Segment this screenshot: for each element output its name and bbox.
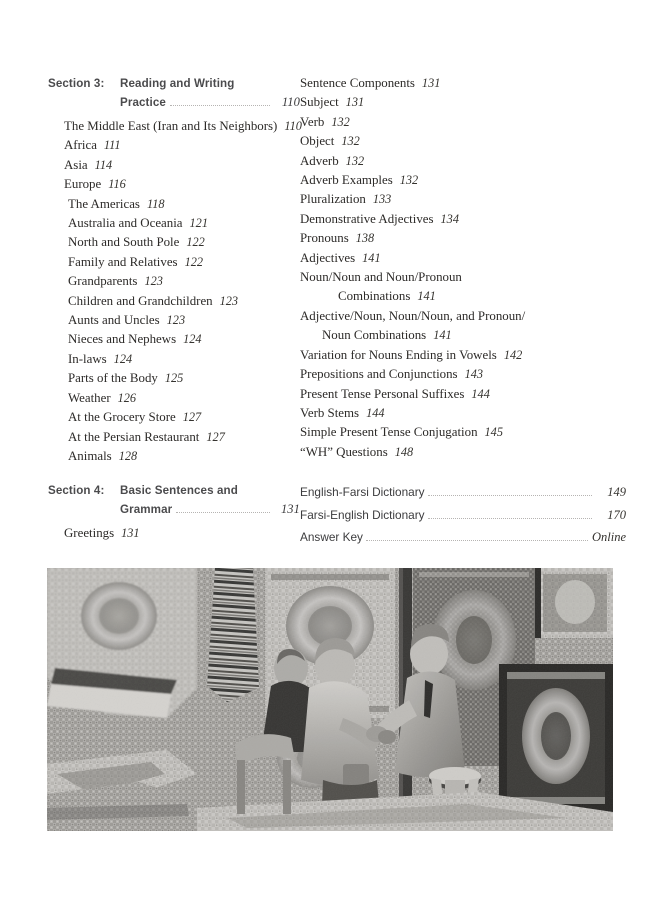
- toc-entry-title: Animals: [68, 448, 112, 463]
- toc-entry-title: At the Persian Restaurant: [68, 429, 200, 444]
- toc-entry[interactable]: [300, 307, 640, 326]
- section-4-page: 131: [280, 502, 300, 517]
- backmatter-label: Answer Key: [300, 530, 363, 545]
- toc-entry-page: 121: [189, 216, 208, 231]
- toc-entry[interactable]: [300, 249, 640, 268]
- toc-entry-title: Children and Grandchildren: [68, 293, 213, 308]
- toc-entry-title: Grandparents: [68, 274, 138, 289]
- toc-entry-page: 141: [362, 250, 381, 265]
- toc-entry-page: 114: [94, 157, 113, 172]
- toc-entry-page: 131: [345, 95, 365, 110]
- toc-entry-title: Prepositions and Conjunctions: [300, 367, 458, 382]
- toc-entry-title: Adjective/Noun, Noun/Noun, and Pronoun/: [300, 308, 526, 323]
- toc-entry-title: Weather: [68, 390, 111, 405]
- toc-entry-page: 127: [182, 410, 202, 425]
- toc-entry-title: Australia and Oceania: [68, 216, 183, 231]
- toc-entry-title: North and South Pole: [68, 235, 180, 250]
- toc-entry-page: 144: [366, 405, 385, 420]
- toc-entry-title: At the Grocery Store: [68, 410, 176, 425]
- backmatter-label: Farsi-English Dictionary: [300, 507, 425, 522]
- toc-entry[interactable]: [64, 156, 300, 175]
- toc-entry-title: In-laws: [68, 351, 107, 366]
- section-4-title-row: [120, 500, 300, 519]
- section-4-title-line2: Grammar: [120, 503, 173, 517]
- toc-entry-title: Europe: [64, 177, 102, 192]
- toc-entry-title: The Americas: [68, 196, 140, 211]
- toc-entry[interactable]: [64, 272, 300, 291]
- toc-entry-title: Africa: [64, 138, 97, 153]
- toc-entry-title: Demonstrative Adjectives: [300, 211, 434, 226]
- toc-entry-page: 123: [166, 313, 186, 328]
- toc-entry[interactable]: [300, 268, 640, 287]
- toc-entry-title: Sentence Components: [300, 76, 415, 90]
- toc-entry-page: 124: [183, 332, 202, 347]
- backmatter-page: Online: [591, 530, 626, 545]
- toc-entry-page: 118: [146, 196, 165, 211]
- toc-entry[interactable]: [64, 214, 300, 233]
- toc-entry-page: 132: [399, 173, 419, 188]
- toc-entry-title: Adverb Examples: [300, 173, 393, 188]
- toc-entry-title: Variation for Nouns Ending in Vowels: [300, 347, 497, 362]
- toc-entry-page: 132: [345, 153, 365, 168]
- toc-entry-page: 122: [186, 235, 205, 250]
- toc-entry-title: Adjectives: [300, 250, 356, 265]
- toc-entry-page: 132: [341, 134, 360, 149]
- toc-entry-title: Aunts and Uncles: [68, 313, 160, 328]
- toc-entry[interactable]: [300, 385, 640, 404]
- section-3-title-line2: Practice: [120, 96, 166, 109]
- toc-entry-page: 144: [471, 386, 490, 401]
- section-4-header-line2: [48, 500, 300, 519]
- toc-entry-page: 132: [331, 114, 350, 129]
- toc-entry-page: 143: [464, 367, 484, 382]
- toc-entry-page: 128: [118, 448, 138, 463]
- toc-entry[interactable]: [64, 253, 300, 272]
- toc-entry-title: Parts of the Body: [68, 371, 158, 386]
- toc-entry[interactable]: [64, 292, 300, 311]
- section-block-4: [48, 481, 300, 519]
- section-3-header-line2: [48, 93, 300, 112]
- dot-leader: [170, 104, 270, 106]
- toc-entry[interactable]: [300, 171, 640, 190]
- toc-entry-title: Family and Relatives: [68, 254, 178, 269]
- section-3-label: Section 3:: [48, 77, 105, 90]
- section-3-title-row: [120, 93, 300, 112]
- toc-entry-page: 123: [219, 293, 239, 308]
- toc-entry-title: Verb: [300, 114, 325, 129]
- toc-entry-page: 142: [503, 347, 523, 362]
- toc-entry-page: 138: [355, 231, 375, 246]
- toc-entry-page: 148: [394, 444, 414, 459]
- right-entry-list: [300, 74, 640, 462]
- backmatter-page: 149: [607, 485, 626, 500]
- toc-entry-page: 116: [108, 177, 126, 192]
- backmatter-page: 170: [607, 507, 626, 522]
- toc-columns: [0, 74, 660, 549]
- toc-entry[interactable]: [64, 117, 300, 136]
- section-4-entry-list: [48, 521, 300, 543]
- toc-entry[interactable]: [300, 210, 640, 229]
- toc-entry[interactable]: [64, 350, 300, 369]
- toc-entry-title: Noun/Noun and Noun/Pronoun: [300, 270, 462, 285]
- toc-entry-page: 124: [113, 351, 133, 366]
- toc-entry-page: 134: [440, 211, 459, 226]
- toc-entry[interactable]: [300, 74, 640, 93]
- section-4-header-line1: [48, 481, 300, 500]
- toc-entry-page: 131: [121, 526, 140, 541]
- toc-entry[interactable]: [300, 229, 640, 248]
- toc-entry[interactable]: [64, 524, 300, 543]
- section-4-title-line1: Basic Sentences and: [120, 484, 238, 498]
- dot-leader: [428, 494, 592, 496]
- toc-entry-page: 111: [103, 138, 121, 153]
- toc-entry[interactable]: [300, 190, 640, 209]
- toc-entry-title: Present Tense Personal Suffixes: [300, 386, 465, 401]
- toc-entry-page: 123: [144, 274, 163, 289]
- toc-entry[interactable]: [64, 330, 300, 349]
- toc-entry-continuation[interactable]: [300, 287, 640, 306]
- toc-entry-title: The Middle East (Iran and Its Neighbors): [64, 119, 278, 133]
- backmatter-row[interactable]: [300, 481, 626, 504]
- toc-entry-page: 131: [421, 76, 441, 90]
- toc-entry-title: Nieces and Nephews: [68, 332, 177, 347]
- toc-entry-title: Asia: [64, 157, 88, 172]
- toc-entry[interactable]: [300, 113, 640, 132]
- toc-entry-title: Pronouns: [300, 231, 349, 246]
- toc-entry[interactable]: [64, 408, 300, 427]
- toc-entry[interactable]: [64, 136, 300, 155]
- toc-entry[interactable]: [64, 428, 300, 447]
- section-3-page: 110: [281, 95, 300, 109]
- toc-entry-continuation[interactable]: [300, 326, 640, 345]
- toc-entry[interactable]: [300, 365, 640, 384]
- dot-leader: [366, 539, 588, 541]
- toc-entry[interactable]: [64, 195, 300, 214]
- toc-entry-page: 141: [433, 328, 452, 343]
- toc-entry[interactable]: [300, 152, 640, 171]
- toc-entry-title: Greetings: [64, 526, 115, 541]
- toc-entry[interactable]: [300, 93, 640, 112]
- toc-right-column: [300, 74, 640, 549]
- toc-entry-title: Verb Stems: [300, 405, 360, 420]
- toc-entry-title: Pluralization: [300, 192, 366, 207]
- toc-entry-page: 141: [417, 289, 436, 304]
- backmatter-list: [300, 481, 640, 549]
- backmatter-row[interactable]: [300, 526, 626, 549]
- toc-entry-page: 133: [372, 192, 392, 207]
- toc-entry-page: 127: [206, 429, 225, 444]
- toc-entry-title-line2: Combinations: [338, 289, 411, 304]
- bazaar-photograph: [47, 568, 613, 831]
- toc-entry-title: Subject: [300, 95, 339, 110]
- toc-entry[interactable]: [300, 404, 640, 423]
- toc-entry[interactable]: [64, 369, 300, 388]
- section-4-label: Section 4:: [48, 484, 105, 498]
- section-3-entry-list: [48, 114, 300, 466]
- toc-entry-title: “WH” Questions: [300, 444, 388, 459]
- toc-entry-title: Simple Present Tense Conjugation: [300, 425, 478, 440]
- toc-entry-title: Object: [300, 134, 335, 149]
- toc-left-column: [0, 74, 300, 544]
- toc-entry[interactable]: [64, 389, 300, 408]
- toc-entry[interactable]: [64, 233, 300, 252]
- toc-entry-page: 110: [284, 119, 302, 133]
- toc-entry-title: Adverb: [300, 153, 339, 168]
- toc-entry[interactable]: [300, 443, 640, 462]
- toc-entry-title-line2: Noun Combinations: [322, 328, 427, 343]
- toc-entry[interactable]: [64, 311, 300, 330]
- toc-entry-page: 126: [117, 390, 137, 405]
- section-block-3: [48, 74, 300, 112]
- toc-entry-page: 145: [484, 425, 503, 440]
- section-3-title-line1: Reading and Writing: [120, 77, 235, 90]
- toc-entry[interactable]: [64, 175, 300, 194]
- toc-entry[interactable]: [64, 447, 300, 466]
- toc-entry-page: 122: [184, 254, 204, 269]
- section-gap: [48, 466, 300, 481]
- toc-entry[interactable]: [300, 346, 640, 365]
- section-3-header-line1: [48, 74, 300, 93]
- toc-entry[interactable]: [300, 132, 640, 151]
- dot-leader: [428, 517, 592, 519]
- dot-leader: [176, 511, 270, 513]
- toc-entry[interactable]: [300, 423, 640, 442]
- backmatter-row[interactable]: [300, 504, 626, 527]
- backmatter-label: English-Farsi Dictionary: [300, 485, 425, 500]
- toc-entry-page: 125: [164, 371, 184, 386]
